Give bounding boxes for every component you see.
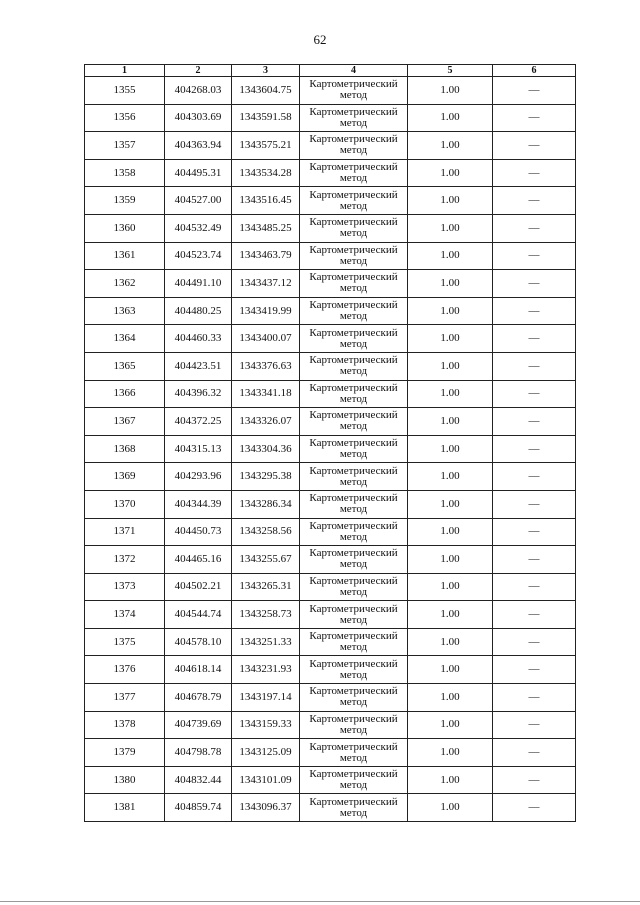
y-coordinate-cell: 1343376.63 xyxy=(232,352,300,380)
method-line-1: Картометрический xyxy=(309,768,398,781)
point-number-cell: 1375 xyxy=(85,628,165,656)
method-line-1: Картометрический xyxy=(309,216,398,229)
x-coordinate-cell: 404527.00 xyxy=(165,187,232,215)
method-line-2: метод xyxy=(339,144,368,157)
x-coordinate-cell: 404315.13 xyxy=(165,435,232,463)
method-line-2: метод xyxy=(339,365,368,378)
accuracy-cell: 1.00 xyxy=(408,325,493,353)
method-cell xyxy=(300,628,408,656)
x-coordinate-cell: 404678.79 xyxy=(165,684,232,712)
table-row xyxy=(85,297,576,325)
point-number-cell: 1359 xyxy=(85,187,165,215)
accuracy-cell: 1.00 xyxy=(408,270,493,298)
y-coordinate-cell: 1343463.79 xyxy=(232,242,300,270)
method-line-2: метод xyxy=(339,310,368,323)
method-cell xyxy=(300,187,408,215)
y-coordinate-cell: 1343231.93 xyxy=(232,656,300,684)
method-line-2: метод xyxy=(339,723,368,736)
table-row xyxy=(85,352,576,380)
method-cell xyxy=(300,573,408,601)
point-number-cell: 1367 xyxy=(85,408,165,436)
point-number-cell: 1357 xyxy=(85,132,165,160)
method-cell xyxy=(300,463,408,491)
accuracy-cell: 1.00 xyxy=(408,739,493,767)
method-cell xyxy=(300,766,408,794)
x-coordinate-cell: 404544.74 xyxy=(165,601,232,629)
x-coordinate-cell: 404460.33 xyxy=(165,325,232,353)
method-line-1: Картометрический xyxy=(309,133,398,146)
method-line-2: метод xyxy=(339,806,368,819)
note-cell: — xyxy=(493,601,576,629)
method-line-2: метод xyxy=(339,503,368,516)
x-coordinate-cell: 404491.10 xyxy=(165,270,232,298)
table-row xyxy=(85,684,576,712)
point-number-cell: 1368 xyxy=(85,435,165,463)
accuracy-cell: 1.00 xyxy=(408,104,493,132)
x-coordinate-cell: 404450.73 xyxy=(165,518,232,546)
method-line-1: Картометрический xyxy=(309,326,398,339)
accuracy-cell: 1.00 xyxy=(408,711,493,739)
page-edge-divider xyxy=(0,901,640,902)
point-number-cell: 1365 xyxy=(85,352,165,380)
column-header: 2 xyxy=(165,65,232,77)
x-coordinate-cell: 404372.25 xyxy=(165,408,232,436)
method-line-2: метод xyxy=(339,668,368,681)
x-coordinate-cell: 404465.16 xyxy=(165,546,232,574)
accuracy-cell: 1.00 xyxy=(408,573,493,601)
column-header: 6 xyxy=(493,65,576,77)
x-coordinate-cell: 404618.14 xyxy=(165,656,232,684)
accuracy-cell: 1.00 xyxy=(408,766,493,794)
y-coordinate-cell: 1343419.99 xyxy=(232,297,300,325)
method-line-2: метод xyxy=(339,89,368,102)
accuracy-cell: 1.00 xyxy=(408,435,493,463)
y-coordinate-cell: 1343604.75 xyxy=(232,77,300,105)
table-row xyxy=(85,435,576,463)
table-row xyxy=(85,766,576,794)
method-line-1: Картометрический xyxy=(309,437,398,450)
accuracy-cell: 1.00 xyxy=(408,463,493,491)
method-cell xyxy=(300,104,408,132)
table-row xyxy=(85,132,576,160)
point-number-cell: 1356 xyxy=(85,104,165,132)
method-cell xyxy=(300,325,408,353)
method-line-2: метод xyxy=(339,779,368,792)
method-line-1: Картометрический xyxy=(309,409,398,422)
accuracy-cell: 1.00 xyxy=(408,132,493,160)
method-cell xyxy=(300,132,408,160)
method-line-2: метод xyxy=(339,392,368,405)
x-coordinate-cell: 404268.03 xyxy=(165,77,232,105)
note-cell: — xyxy=(493,628,576,656)
point-number-cell: 1362 xyxy=(85,270,165,298)
y-coordinate-cell: 1343591.58 xyxy=(232,104,300,132)
x-coordinate-cell: 404859.74 xyxy=(165,794,232,822)
accuracy-cell: 1.00 xyxy=(408,159,493,187)
column-header: 1 xyxy=(85,65,165,77)
note-cell: — xyxy=(493,435,576,463)
method-cell xyxy=(300,518,408,546)
table-row xyxy=(85,159,576,187)
method-line-2: метод xyxy=(339,641,368,654)
method-line-1: Картометрический xyxy=(309,547,398,560)
point-number-cell: 1373 xyxy=(85,573,165,601)
table-row xyxy=(85,380,576,408)
method-line-1: Картометрический xyxy=(309,188,398,201)
y-coordinate-cell: 1343101.09 xyxy=(232,766,300,794)
page-number: 62 xyxy=(313,32,327,47)
y-coordinate-cell: 1343159.33 xyxy=(232,711,300,739)
table-body xyxy=(85,77,576,822)
method-cell xyxy=(300,601,408,629)
column-header: 5 xyxy=(408,65,493,77)
point-number-cell: 1369 xyxy=(85,463,165,491)
table-row xyxy=(85,463,576,491)
y-coordinate-cell: 1343251.33 xyxy=(232,628,300,656)
method-cell xyxy=(300,270,408,298)
point-number-cell: 1355 xyxy=(85,77,165,105)
method-line-1: Картометрический xyxy=(309,630,398,643)
accuracy-cell: 1.00 xyxy=(408,297,493,325)
note-cell: — xyxy=(493,546,576,574)
point-number-cell: 1370 xyxy=(85,490,165,518)
note-cell: — xyxy=(493,159,576,187)
method-line-1: Картометрический xyxy=(309,574,398,587)
method-cell xyxy=(300,656,408,684)
note-cell: — xyxy=(493,325,576,353)
method-line-1: Картометрический xyxy=(309,271,398,284)
note-cell: — xyxy=(493,739,576,767)
y-coordinate-cell: 1343197.14 xyxy=(232,684,300,712)
point-number-cell: 1377 xyxy=(85,684,165,712)
point-number-cell: 1363 xyxy=(85,297,165,325)
note-cell: — xyxy=(493,132,576,160)
point-number-cell: 1371 xyxy=(85,518,165,546)
table-row xyxy=(85,573,576,601)
y-coordinate-cell: 1343304.36 xyxy=(232,435,300,463)
note-cell: — xyxy=(493,104,576,132)
table-row xyxy=(85,628,576,656)
method-line-1: Картометрический xyxy=(309,161,398,174)
y-coordinate-cell: 1343534.28 xyxy=(232,159,300,187)
x-coordinate-cell: 404480.25 xyxy=(165,297,232,325)
table-row xyxy=(85,656,576,684)
method-line-1: Картометрический xyxy=(309,464,398,477)
point-number-cell: 1378 xyxy=(85,711,165,739)
method-cell xyxy=(300,77,408,105)
method-line-1: Картометрический xyxy=(309,243,398,256)
y-coordinate-cell: 1343125.09 xyxy=(232,739,300,767)
method-cell xyxy=(300,352,408,380)
table-row xyxy=(85,77,576,105)
method-cell xyxy=(300,794,408,822)
table-row xyxy=(85,739,576,767)
x-coordinate-cell: 404363.94 xyxy=(165,132,232,160)
point-number-cell: 1376 xyxy=(85,656,165,684)
note-cell: — xyxy=(493,490,576,518)
table-row xyxy=(85,794,576,822)
note-cell: — xyxy=(493,463,576,491)
method-line-2: метод xyxy=(339,613,368,626)
table-row xyxy=(85,601,576,629)
note-cell: — xyxy=(493,270,576,298)
point-number-cell: 1360 xyxy=(85,214,165,242)
method-cell xyxy=(300,408,408,436)
note-cell: — xyxy=(493,684,576,712)
point-number-cell: 1374 xyxy=(85,601,165,629)
method-cell xyxy=(300,711,408,739)
note-cell: — xyxy=(493,77,576,105)
method-line-2: метод xyxy=(339,475,368,488)
method-line-1: Картометрический xyxy=(309,354,398,367)
point-number-cell: 1366 xyxy=(85,380,165,408)
method-line-2: метод xyxy=(339,227,368,240)
accuracy-cell: 1.00 xyxy=(408,242,493,270)
accuracy-cell: 1.00 xyxy=(408,656,493,684)
table-row xyxy=(85,187,576,215)
note-cell: — xyxy=(493,242,576,270)
y-coordinate-cell: 1343255.67 xyxy=(232,546,300,574)
table-row xyxy=(85,214,576,242)
table-row xyxy=(85,270,576,298)
point-number-cell: 1381 xyxy=(85,794,165,822)
note-cell: — xyxy=(493,187,576,215)
y-coordinate-cell: 1343295.38 xyxy=(232,463,300,491)
accuracy-cell: 1.00 xyxy=(408,490,493,518)
point-number-cell: 1380 xyxy=(85,766,165,794)
note-cell: — xyxy=(493,711,576,739)
note-cell: — xyxy=(493,656,576,684)
header-row xyxy=(85,65,576,77)
method-line-2: метод xyxy=(339,696,368,709)
x-coordinate-cell: 404798.78 xyxy=(165,739,232,767)
y-coordinate-cell: 1343437.12 xyxy=(232,270,300,298)
note-cell: — xyxy=(493,794,576,822)
note-cell: — xyxy=(493,518,576,546)
x-coordinate-cell: 404344.39 xyxy=(165,490,232,518)
table-row xyxy=(85,490,576,518)
method-line-2: метод xyxy=(339,558,368,571)
method-line-2: метод xyxy=(339,448,368,461)
table-row xyxy=(85,546,576,574)
method-line-2: метод xyxy=(339,420,368,433)
method-cell xyxy=(300,380,408,408)
x-coordinate-cell: 404502.21 xyxy=(165,573,232,601)
note-cell: — xyxy=(493,408,576,436)
point-number-cell: 1372 xyxy=(85,546,165,574)
point-number-cell: 1361 xyxy=(85,242,165,270)
note-cell: — xyxy=(493,352,576,380)
method-line-2: метод xyxy=(339,530,368,543)
table-row xyxy=(85,408,576,436)
y-coordinate-cell: 1343265.31 xyxy=(232,573,300,601)
method-cell xyxy=(300,739,408,767)
note-cell: — xyxy=(493,297,576,325)
method-line-1: Картометрический xyxy=(309,602,398,615)
method-line-2: метод xyxy=(339,585,368,598)
x-coordinate-cell: 404423.51 xyxy=(165,352,232,380)
accuracy-cell: 1.00 xyxy=(408,546,493,574)
method-cell xyxy=(300,435,408,463)
method-line-1: Картометрический xyxy=(309,78,398,91)
x-coordinate-cell: 404523.74 xyxy=(165,242,232,270)
x-coordinate-cell: 404832.44 xyxy=(165,766,232,794)
column-header: 4 xyxy=(300,65,408,77)
table-row xyxy=(85,104,576,132)
method-line-2: метод xyxy=(339,116,368,129)
x-coordinate-cell: 404739.69 xyxy=(165,711,232,739)
accuracy-cell: 1.00 xyxy=(408,214,493,242)
method-line-2: метод xyxy=(339,199,368,212)
y-coordinate-cell: 1343096.37 xyxy=(232,794,300,822)
method-line-1: Картометрический xyxy=(309,105,398,118)
method-cell xyxy=(300,214,408,242)
method-line-2: метод xyxy=(339,751,368,764)
y-coordinate-cell: 1343485.25 xyxy=(232,214,300,242)
table-row xyxy=(85,711,576,739)
point-number-cell: 1364 xyxy=(85,325,165,353)
accuracy-cell: 1.00 xyxy=(408,77,493,105)
y-coordinate-cell: 1343400.07 xyxy=(232,325,300,353)
method-line-1: Картометрический xyxy=(309,795,398,808)
table-row xyxy=(85,518,576,546)
x-coordinate-cell: 404578.10 xyxy=(165,628,232,656)
accuracy-cell: 1.00 xyxy=(408,684,493,712)
y-coordinate-cell: 1343575.21 xyxy=(232,132,300,160)
column-header: 3 xyxy=(232,65,300,77)
note-cell: — xyxy=(493,573,576,601)
method-line-1: Картометрический xyxy=(309,299,398,312)
method-line-2: метод xyxy=(339,337,368,350)
method-line-1: Картометрический xyxy=(309,712,398,725)
x-coordinate-cell: 404532.49 xyxy=(165,214,232,242)
point-number-cell: 1379 xyxy=(85,739,165,767)
method-line-2: метод xyxy=(339,254,368,267)
method-cell xyxy=(300,159,408,187)
point-number-cell: 1358 xyxy=(85,159,165,187)
accuracy-cell: 1.00 xyxy=(408,601,493,629)
note-cell: — xyxy=(493,380,576,408)
method-line-1: Картометрический xyxy=(309,685,398,698)
method-cell xyxy=(300,490,408,518)
method-line-1: Картометрический xyxy=(309,657,398,670)
method-cell xyxy=(300,684,408,712)
x-coordinate-cell: 404396.32 xyxy=(165,380,232,408)
method-line-2: метод xyxy=(339,282,368,295)
coordinates-table xyxy=(84,64,576,822)
method-line-1: Картометрический xyxy=(309,740,398,753)
y-coordinate-cell: 1343516.45 xyxy=(232,187,300,215)
note-cell: — xyxy=(493,766,576,794)
accuracy-cell: 1.00 xyxy=(408,187,493,215)
method-cell xyxy=(300,297,408,325)
y-coordinate-cell: 1343286.34 xyxy=(232,490,300,518)
table-row xyxy=(85,242,576,270)
accuracy-cell: 1.00 xyxy=(408,380,493,408)
accuracy-cell: 1.00 xyxy=(408,518,493,546)
y-coordinate-cell: 1343258.73 xyxy=(232,601,300,629)
accuracy-cell: 1.00 xyxy=(408,352,493,380)
accuracy-cell: 1.00 xyxy=(408,794,493,822)
y-coordinate-cell: 1343326.07 xyxy=(232,408,300,436)
method-cell xyxy=(300,242,408,270)
y-coordinate-cell: 1343258.56 xyxy=(232,518,300,546)
table-row xyxy=(85,325,576,353)
method-line-1: Картометрический xyxy=(309,519,398,532)
method-cell xyxy=(300,546,408,574)
y-coordinate-cell: 1343341.18 xyxy=(232,380,300,408)
accuracy-cell: 1.00 xyxy=(408,408,493,436)
x-coordinate-cell: 404495.31 xyxy=(165,159,232,187)
x-coordinate-cell: 404303.69 xyxy=(165,104,232,132)
note-cell: — xyxy=(493,214,576,242)
method-line-2: метод xyxy=(339,172,368,185)
method-line-1: Картометрический xyxy=(309,381,398,394)
x-coordinate-cell: 404293.96 xyxy=(165,463,232,491)
method-line-1: Картометрический xyxy=(309,492,398,505)
accuracy-cell: 1.00 xyxy=(408,628,493,656)
